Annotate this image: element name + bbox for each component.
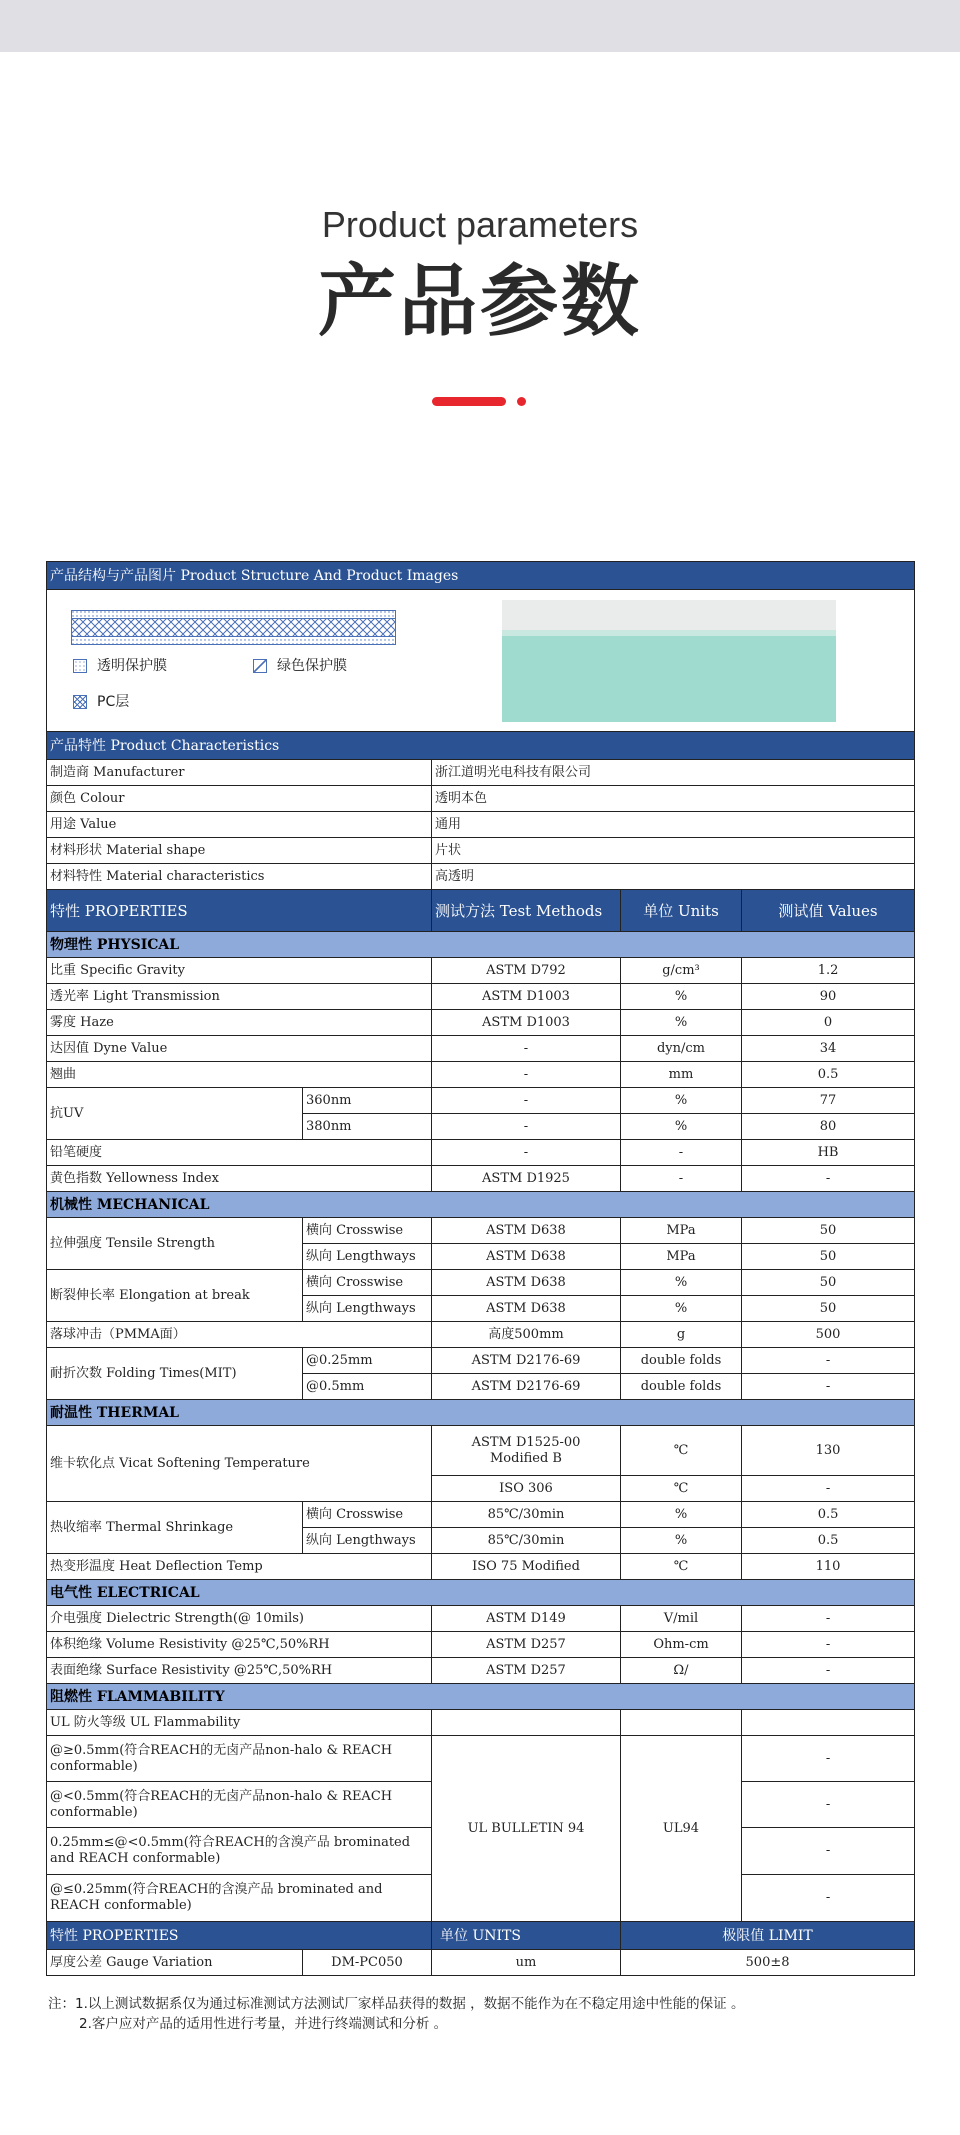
sub-condition: 纵向 Lengthways [303,1528,432,1554]
table-row [47,1426,915,1476]
sub-condition: 360nm [303,1088,432,1114]
method-line: ASTM D1525-00 [471,1434,581,1450]
table-row [47,1632,915,1658]
test-method: ASTM D1925 [432,1166,621,1192]
sub-condition: @0.25mm [303,1348,432,1374]
value: - [742,1828,915,1875]
prop-name: 落球冲击（PMMA面） [47,1322,432,1348]
unit: % [621,1088,742,1114]
value: 34 [742,1036,915,1062]
test-method: ASTM D1003 [432,984,621,1010]
value: - [742,1632,915,1658]
test-method: ASTM D2176-69 [432,1348,621,1374]
table-row [47,1348,915,1374]
test-method: ASTM D1003 [432,1010,621,1036]
parameters-table [46,561,915,1976]
empty-cell [621,1710,742,1736]
unit: % [621,1502,742,1528]
table-row [47,838,915,864]
test-method: - [432,1088,621,1114]
value: 0.5 [742,1502,915,1528]
table-row [47,1502,915,1528]
table-row [47,1554,915,1580]
unit: - [621,1166,742,1192]
test-method: UL BULLETIN 94 [432,1736,621,1922]
prop-name: 抗UV [47,1088,303,1140]
char-value: 高透明 [432,864,915,890]
prop-name: 达因值 Dyne Value [47,1036,432,1062]
sub-condition: 横向 Crosswise [303,1502,432,1528]
empty-cell [742,1710,915,1736]
unit: ℃ [621,1426,742,1476]
unit: V/mil [621,1606,742,1632]
value: 0.5 [742,1528,915,1554]
unit: MPa [621,1244,742,1270]
table-row [47,1010,915,1036]
value: - [742,1875,915,1922]
method-line: Modified B [490,1450,562,1466]
limits-header-row [47,1922,915,1950]
table-row [47,786,915,812]
title-underline-dot [517,397,526,406]
char-label: 材料特性 Material characteristics [47,864,432,890]
test-method: ASTM D638 [432,1244,621,1270]
title-english: Product parameters [321,204,639,245]
test-method: - [432,1062,621,1088]
table-row [47,1036,915,1062]
value: 110 [742,1554,915,1580]
prop-name: 厚度公差 Gauge Variation [47,1950,303,1976]
footnote: 注：1.以上测试数据系仅为通过标准测试方法测试厂家样品获得的数据 ，数据不能作为在不稳定用途中性能的保证 。 [48,1996,745,2012]
title-chinese: 产品参数 [317,257,642,347]
unit: % [621,1528,742,1554]
col-units: 单位 Units [621,890,742,932]
unit: dyn/cm [621,1036,742,1062]
prop-name: @<0.5mm(符合REACH的无卤产品non-halo & REACH conformable) [47,1782,432,1828]
unit: % [621,1114,742,1140]
col-values: 测试值 Values [742,890,915,932]
prop-name: 透光率 Light Transmission [47,984,432,1010]
test-method: ASTM D257 [432,1658,621,1684]
value: 0 [742,1010,915,1036]
unit: um [432,1950,621,1976]
table-row [47,984,915,1010]
top-bar [0,0,960,52]
unit: Ohm-cm [621,1632,742,1658]
test-method: ASTM D2176-69 [432,1374,621,1400]
col-properties: 特性 PROPERTIES [47,1922,432,1950]
table-row [47,1270,915,1296]
prop-name: UL 防火等级 UL Flammability [47,1710,432,1736]
value: 50 [742,1218,915,1244]
table-row [47,958,915,984]
test-method: ISO 75 Modified [432,1554,621,1580]
prop-name: @≤0.25mm(符合REACH的含溴产品 brominated and REACH conformable) [47,1875,432,1922]
sub-condition: 380nm [303,1114,432,1140]
unit: % [621,1010,742,1036]
prop-name: 拉伸强度 Tensile Strength [47,1218,303,1270]
legend-transparent-film [73,658,167,674]
sub-condition: 横向 Crosswise [303,1218,432,1244]
table-row [47,1062,915,1088]
test-method: - [432,1036,621,1062]
prop-name: 表面绝缘 Surface Resistivity @25℃,50%RH [47,1658,432,1684]
test-method: ASTM D638 [432,1296,621,1322]
value: - [742,1374,915,1400]
unit: ℃ [621,1554,742,1580]
prop-name: @≥0.5mm(符合REACH的无卤产品non-halo & REACH conformable) [47,1736,432,1782]
value: 130 [742,1426,915,1476]
structure-images [47,590,915,732]
value: - [742,1166,915,1192]
table-row [47,1736,915,1782]
test-method: - [432,1140,621,1166]
unit: mm [621,1062,742,1088]
table-row [47,1950,915,1976]
table-row [47,1166,915,1192]
test-method: ASTM D638 [432,1218,621,1244]
sub-condition: @0.5mm [303,1374,432,1400]
value: 90 [742,984,915,1010]
char-value: 透明本色 [432,786,915,812]
char-label: 颜色 Colour [47,786,432,812]
sub-condition: 纵向 Lengthways [303,1296,432,1322]
value: 50 [742,1296,915,1322]
test-method: ASTM D257 [432,1632,621,1658]
legend-green-film [253,658,347,674]
col-units: 单位 UNITS [432,1922,621,1950]
prop-name: 0.25mm≤@<0.5mm(符合REACH的含溴产品 brominated and REACH conformable) [47,1828,432,1875]
unit: Ω/ [621,1658,742,1684]
value: - [742,1476,915,1502]
pc-layer-swatch-icon [73,695,87,709]
footnote: 2.客户应对产品的适用性进行考量，并进行终端测试和分析 。 [79,2016,448,2032]
prop-name: 雾度 Haze [47,1010,432,1036]
test-method: 85℃/30min [432,1502,621,1528]
sub-condition: 纵向 Lengthways [303,1244,432,1270]
table-row [47,760,915,786]
prop-name: 铅笔硬度 [47,1140,432,1166]
prop-name: 热收缩率 Thermal Shrinkage [47,1502,303,1554]
unit: g [621,1322,742,1348]
test-method: - [432,1114,621,1140]
value: 50 [742,1270,915,1296]
value: 1.2 [742,958,915,984]
value: 80 [742,1114,915,1140]
section-flammability: 阻燃性 FLAMMABILITY [47,1684,915,1710]
unit: % [621,1270,742,1296]
table-row [47,1140,915,1166]
table-row [47,1322,915,1348]
green-film-swatch-icon [253,659,267,673]
value: - [742,1736,915,1782]
legend-label: 透明保护膜 [97,658,167,674]
value: - [742,1348,915,1374]
prop-name: 比重 Specific Gravity [47,958,432,984]
prop-name: 耐折次数 Folding Times(MIT) [47,1348,303,1400]
prop-name: 断裂伸长率 Elongation at break [47,1270,303,1322]
unit: - [621,1140,742,1166]
table-row [47,1710,915,1736]
value: - [742,1782,915,1828]
title-underline-bar [432,397,506,406]
transparent-film-swatch-icon [73,659,87,673]
unit: double folds [621,1348,742,1374]
value: 77 [742,1088,915,1114]
model-code: DM-PC050 [303,1950,432,1976]
table-row [47,1218,915,1244]
char-label: 制造商 Manufacturer [47,760,432,786]
prop-name: 翘曲 [47,1062,432,1088]
test-method: 高度500mm [432,1322,621,1348]
value: 500±8 [621,1950,915,1976]
value: HB [742,1140,915,1166]
prop-name: 体积绝缘 Volume Resistivity @25℃,50%RH [47,1632,432,1658]
unit: double folds [621,1374,742,1400]
table-row [47,812,915,838]
value: 0.5 [742,1062,915,1088]
value: - [742,1606,915,1632]
unit: % [621,984,742,1010]
unit: g/cm³ [621,958,742,984]
prop-name: 热变形温度 Heat Deflection Temp [47,1554,432,1580]
table-row [47,1088,915,1114]
section-electrical: 电气性 ELECTRICAL [47,1580,915,1606]
characteristics-header: 产品特性 Product Characteristics [47,732,915,760]
test-method: ISO 306 [432,1476,621,1502]
legend-pc-layer [73,694,129,710]
test-method: ASTM D638 [432,1270,621,1296]
unit: MPa [621,1218,742,1244]
section-mechanical: 机械性 MECHANICAL [47,1192,915,1218]
product-photo [502,600,836,722]
test-method: 85℃/30min [432,1528,621,1554]
value: 50 [742,1244,915,1270]
legend-label: 绿色保护膜 [277,658,347,674]
footnotes [48,1994,744,2034]
char-value: 通用 [432,812,915,838]
section-thermal: 耐温性 THERMAL [47,1400,915,1426]
test-method [432,1426,621,1476]
unit: UL94 [621,1736,742,1922]
legend-label: PC层 [97,694,130,710]
test-method: ASTM D792 [432,958,621,984]
col-test-methods: 测试方法 Test Methods [432,890,621,932]
section-physical: 物理性 PHYSICAL [47,932,915,958]
col-limit: 极限值 LIMIT [621,1922,915,1950]
structure-header: 产品结构与产品图片 Product Structure And Product Images [47,562,915,590]
column-header-row [47,890,915,932]
value: 500 [742,1322,915,1348]
char-value: 片状 [432,838,915,864]
char-label: 用途 Value [47,812,432,838]
empty-cell [432,1710,621,1736]
test-method: ASTM D149 [432,1606,621,1632]
table-row [47,1658,915,1684]
value: - [742,1658,915,1684]
char-label: 材料形状 Material shape [47,838,432,864]
sub-condition: 横向 Crosswise [303,1270,432,1296]
unit: ℃ [621,1476,742,1502]
prop-name: 黄色指数 Yellowness Index [47,1166,432,1192]
char-value: 浙江道明光电科技有限公司 [432,760,915,786]
col-properties: 特性 PROPERTIES [47,890,432,932]
prop-name: 介电强度 Dielectric Strength(@ 10mils) [47,1606,432,1632]
table-row [47,1606,915,1632]
unit: % [621,1296,742,1322]
prop-name: 维卡软化点 Vicat Softening Temperature [47,1426,432,1502]
layer-structure-diagram [71,610,396,646]
table-row [47,864,915,890]
